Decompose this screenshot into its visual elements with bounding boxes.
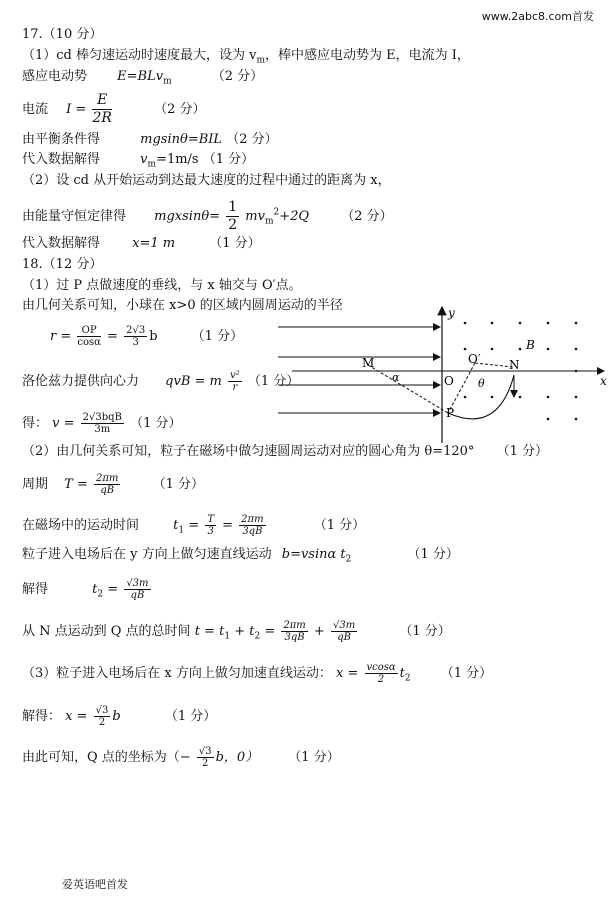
q18-t1-line: 在磁场中的运动时间 $t_1$ = $\frac{T}{3}$ = $\frac{2\pi m}{3qB}$ （1 分） [22,514,366,537]
site-watermark: www.2abc8.com首发 [481,10,594,23]
q17-part1-text: （1）cd 棒匀速运动时速度最大，设为 $v_m$，棒中感应电动势为 E，电流为 I， [22,48,470,66]
q17-part2-text: （2）设 cd 从开始运动到达最大速度的过程中通过的距离为 x， [22,173,391,188]
label-theta: θ [478,377,485,390]
q18-radius-line: r = $\frac{OP}{\cos\alpha}$ = $\frac{2√3}{3}$ b （1 分） [50,325,244,348]
label-alpha: α [392,371,400,384]
q18-t2-line: 解得 $t_2$ = $\frac{√3m}{qB}$ [22,578,149,601]
q17-solve1-line: 代入数据解得 $v_m=1m/s$ （1 分） [22,152,255,170]
q18-velocity-line: 得： v = $\frac{\text{2√3bqB}}{3m}$ （1 分） [22,412,182,435]
label-N: N [509,358,520,372]
q18-title: 18.（12 分） [22,257,103,272]
q18-x-line: 解得： x = $\frac{√3}{2}$ b （1 分） [22,705,217,728]
q18-part1b-text: 由几何关系可知，小球在 x>0 的区域内圆周运动的半径 [22,298,343,313]
q17-current-line: 电流 I = $\frac{E}{2R}$ （2 分） [22,92,206,126]
label-O: O [444,374,454,388]
dashed-on [475,363,513,367]
q18-lorentz-line: 洛伦兹力提供向心力 qvB = m $\frac{\text{v²}}{r}$ （1 分） [22,370,300,393]
label-x: x [600,374,607,388]
q18-part1-text: （1）过 P 点做速度的垂线，与 x 轴交与 O′点。 [22,278,302,293]
magnetic-field-diagram [270,305,610,445]
q17-title: 17.（10 分） [22,27,103,42]
label-P: P [446,406,455,420]
q17-solve2-line: 代入数据解得 x=1 m （1 分） [22,236,261,251]
q17-balance-line: 由平衡条件得 mgsinθ=BIL （2 分） [22,132,278,147]
dashed-mp [368,365,448,413]
q18-period-line: 周期 T = $\frac{2\pi m}{qB}$ （1 分） [22,473,204,496]
q18-part3-line: （3）粒子进入电场后在 x 方向上做匀加速直线运动： x = $\frac{vcos\alpha}{2}$ $t_2$ （1 分） [22,662,493,685]
q17-emf-line: 感应电动势 E=BLv$_m$ （2 分） [22,69,264,87]
q18-total-time-line: 从 N 点运动到 Q 点的总时间 $t = t_1 + t_2$ = $\frac{2\pi m}{3qB}$ + $\frac{√3m}{qB}$ （1 分） [22,620,451,643]
label-B: B [526,338,535,352]
q17-energy-line: 由能量守恒定律得 mgxsinθ= $\frac{1}{2}$ $mv_m^2+2Q$ （2 分） [22,199,393,233]
label-O-prime: O′ [468,352,481,366]
q18-part2-text: （2）由几何关系可知，粒子在磁场中做匀速圆周运动对应的圆心角为 θ=120° （1 分） [22,444,548,459]
q18-q-coordinate-line: 由此可知，Q 点的坐标为（− $\frac{√3}{2}$ b，0） （1 分） [22,746,340,769]
label-y: y [448,306,455,320]
q18-enter-field-line: 粒子进入电场后在 y 方向上做匀速直线运动 b=vsinα $t_2$ （1 分） [22,547,459,565]
footer-watermark: 爱英语吧首发 [62,878,128,891]
label-M: M [362,356,375,370]
